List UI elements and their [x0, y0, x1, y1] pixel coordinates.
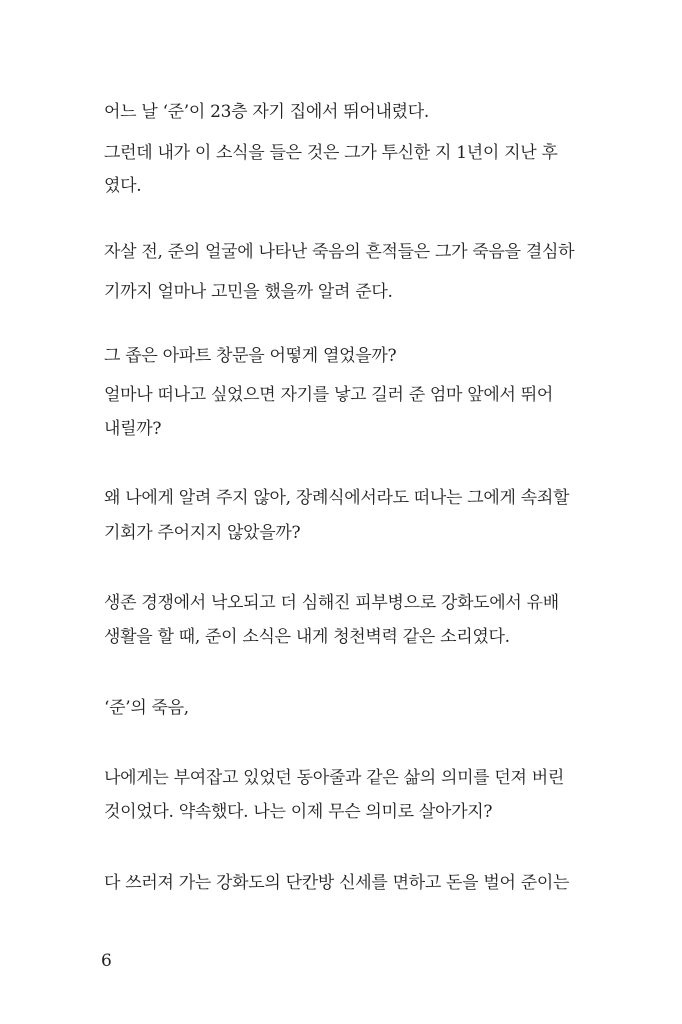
text-line: 얼마나 떠나고 싶었으면 자기를 낳고 길러 준 엄마 앞에서 뛰어: [104, 385, 553, 405]
text-line: 기까지 얼마나 고민을 했을까 알려 준다.: [104, 282, 393, 302]
text-line: ‘준’의 죽음,: [104, 698, 189, 718]
text-line: 기회가 주어지지 않았을까?: [104, 523, 301, 543]
text-line: 왜 나에게 알려 주지 않아, 장례식에서라도 떠나는 그에게 속죄할: [104, 488, 570, 508]
text-line: 그런데 내가 이 소식을 들은 것은 그가 투신한 지 1년이 지난 후: [104, 143, 558, 163]
text-line: 것이었다. 약속했다. 나는 이제 무슨 의미로 살아가지?: [104, 802, 493, 822]
text-line: 였다.: [104, 176, 142, 196]
text-line: 내릴까?: [104, 419, 162, 439]
text-line: 그 좁은 아파트 창문을 어떻게 열었을까?: [104, 346, 397, 366]
text-line: 생존 경쟁에서 낙오되고 더 심해진 피부병으로 강화도에서 유배: [104, 593, 559, 613]
text-line: 다 쓰러져 가는 강화도의 단칸방 신세를 면하고 돈을 벌어 준이는: [104, 873, 570, 893]
text-line: 생활을 할 때, 준이 소식은 내게 청천벽력 같은 소리였다.: [104, 627, 510, 647]
page-number: 6: [101, 951, 112, 971]
text-line: 어느 날 ‘준’이 23층 자기 집에서 뛰어내렸다.: [104, 102, 429, 122]
text-line: 나에게는 부여잡고 있었던 동아줄과 같은 삶의 의미를 던져 버린: [104, 768, 565, 788]
text-line: 자살 전, 준의 얼굴에 나타난 죽음의 흔적들은 그가 죽음을 결심하: [104, 242, 575, 262]
